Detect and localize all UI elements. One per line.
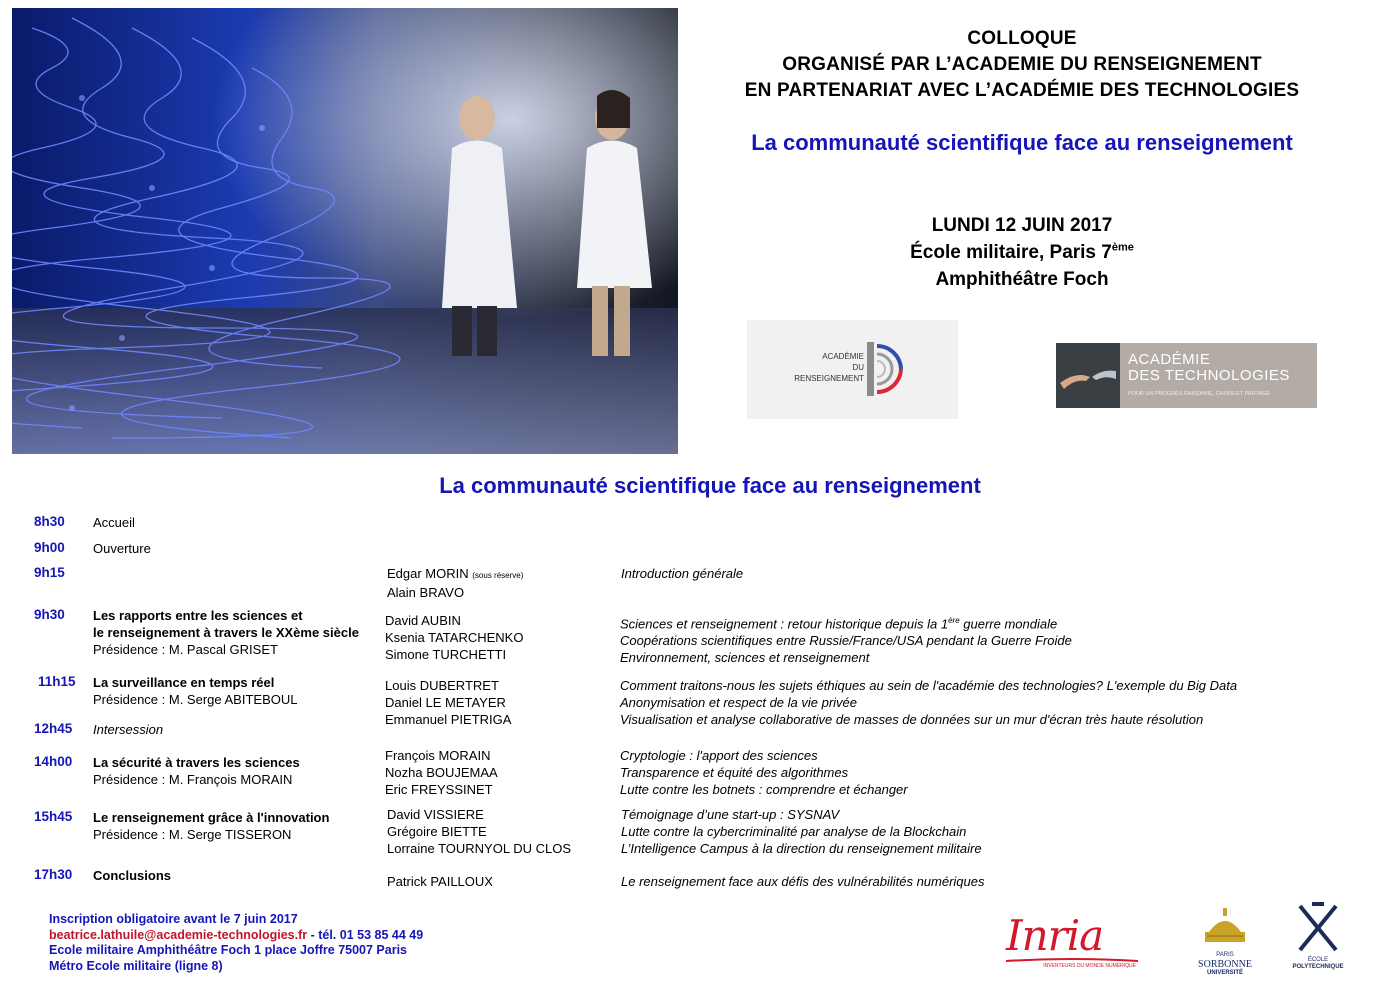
talk-title: Environnement, sciences et renseignement (620, 650, 870, 666)
inria-logo (1002, 911, 1142, 970)
session-time: 9h15 (34, 565, 65, 580)
metro-info: Métro Ecole militaire (ligne 8) (49, 958, 223, 973)
talk-title: Lutte contre la cybercriminalité par analyse de la Blockchain (621, 824, 967, 839)
speaker-list (385, 612, 523, 663)
logo-ar-line2: DU (852, 363, 864, 372)
session-title: Les rapports entre les sciences et (93, 608, 303, 623)
session-topic: Accueil (93, 515, 135, 530)
talk-title: Visualisation et analyse collaborative de masses de données sur un mur d'écran très haute résolution (620, 712, 1204, 727)
session-time: 8h30 (34, 514, 65, 529)
session-presidence: Présidence : M. Serge TISSERON (93, 827, 292, 842)
session-title: La surveillance en temps réel (93, 675, 275, 690)
talk-list (620, 747, 908, 798)
speaker: Nozha BOUJEMAA (385, 765, 498, 780)
speaker: Patrick PAILLOUX (387, 874, 493, 889)
sorbonne-line3: UNIVERSITÉ (1206, 970, 1243, 976)
talk-title: Comment traitons-nous les sujets éthiques au sein de l'académie des technologies? L'exemple du Big Data (620, 678, 1238, 693)
header-partner: EN PARTENARIAT AVEC L’ACADÉMIE DES TECHNOLOGIES (744, 80, 1300, 101)
session-title: Conclusions (93, 868, 172, 883)
programme-title: La communauté scientifique face au renseignement (439, 473, 981, 498)
inria-tagline: INVENTEURS DU MONDE NUMÉRIQUE (1043, 963, 1136, 969)
speaker: Ksenia TATARCHENKO (385, 630, 524, 645)
session-presidence: Présidence : M. François MORAIN (93, 772, 293, 787)
session-presidence: Présidence : M. Serge ABITEBOUL (93, 692, 298, 707)
place-superscript: ème (1111, 241, 1134, 254)
session-time: 11h15 (38, 674, 76, 689)
talk-list (620, 677, 1237, 728)
logo-ar-line1: ACADÉMIE (822, 352, 864, 361)
talk-title: Témoignage d’une start-up : SYSNAV (621, 807, 840, 822)
speaker: François MORAIN (385, 748, 491, 763)
talk-list (621, 806, 982, 857)
speaker: Louis DUBERTRET (385, 678, 499, 693)
talk-list (621, 873, 985, 890)
speaker: Lorraine TOURNYOL DU CLOS (387, 841, 571, 856)
speaker: David VISSIERE (387, 807, 484, 822)
talk-title: Lutte contre les botnets : comprendre et échanger (620, 782, 908, 797)
talk-title: Coopérations scientifiques entre Russie/France/USA pendant la Guerre Froide (620, 633, 1072, 649)
session-title: le renseignement à travers le XXème siècle (93, 625, 359, 640)
session-time: 17h30 (34, 867, 73, 882)
speaker-list (385, 747, 498, 798)
polytechnique-logo (1288, 900, 1348, 972)
speaker: Daniel LE METAYER (385, 695, 506, 710)
hands-image (1056, 343, 1120, 408)
event-info (690, 212, 1354, 293)
session-title: La sécurité à travers les sciences (93, 755, 300, 770)
venue-address: Ecole militaire Amphithéâtre Foch 1 place Joffre 75007 Paris (49, 943, 408, 957)
logo-at-line2: DES TECHNOLOGIES (1128, 367, 1290, 384)
speaker-list (387, 806, 571, 857)
logo-at-tagline: POUR UN PROGRÈS RAISONNÉ, CHOISI ET PARTAGÉ (1128, 391, 1271, 397)
session-title: Le renseignement grâce à l'innovation (93, 810, 330, 825)
speaker-list (387, 873, 493, 890)
talk-title: Sciences et renseignement : retour historique depuis la 1ère guerre mondiale (620, 616, 1058, 632)
session-topic: Intersession (93, 722, 164, 737)
session-presidence: Présidence : M. Pascal GRISET (93, 642, 278, 657)
speaker-note: (sous réserve) (472, 571, 524, 580)
session-block (93, 754, 300, 788)
speaker-list (387, 565, 523, 601)
talk-title: L’Intelligence Campus à la direction du renseignement militaire (621, 841, 982, 856)
speaker: Emmanuel PIETRIGA (385, 712, 512, 727)
session-time: 9h30 (34, 607, 65, 622)
header-organizer: ORGANISÉ PAR L’ACADEMIE DU RENSEIGNEMENT (782, 54, 1262, 75)
session-block (93, 607, 359, 658)
contact-email[interactable]: beatrice.lathuile@academie-technologies.fr (49, 927, 308, 942)
contact-line (49, 928, 423, 944)
talk-title: Anonymisation et respect de la vie privée (620, 695, 858, 710)
event-place: École militaire, Paris 7ème (910, 241, 1134, 263)
speaker: Simone TURCHETTI (385, 647, 507, 662)
talk-list (621, 565, 743, 582)
inria-wordmark: Inria (1006, 911, 1104, 960)
polytechnique-x-icon (1288, 900, 1348, 952)
session-time: 12h45 (34, 721, 73, 736)
session-block (93, 867, 171, 884)
session-time: 14h00 (34, 754, 73, 769)
speaker: Grégoire BIETTE (387, 824, 487, 839)
session-topic: Ouverture (93, 541, 151, 556)
logo-ar-line3: RENSEIGNEMENT (794, 374, 864, 383)
contact-phone: - tél. 01 53 85 44 49 (307, 927, 424, 942)
speaker: Edgar MORIN (sous réserve) (387, 566, 524, 581)
talk-title: Transparence et équité des algorithmes (620, 765, 849, 780)
academie-renseignement-logo (747, 320, 958, 419)
event-date: LUNDI 12 JUIN 2017 (931, 215, 1113, 236)
session-block (93, 809, 329, 843)
speaker-list (385, 677, 511, 728)
speaker: David AUBIN (385, 613, 461, 628)
polytechnique-line2: POLYTECHNIQUE (1292, 964, 1344, 970)
session-time: 9h00 (34, 540, 65, 555)
sorbonne-dome-icon (1185, 906, 1265, 946)
header-block (690, 26, 1354, 104)
sorbonne-logo (1185, 906, 1265, 976)
session-time: 15h45 (34, 809, 73, 824)
session-block (93, 674, 297, 708)
hero-photo (12, 8, 678, 454)
academie-renseignement-emblem (867, 340, 907, 398)
event-subtitle: La communauté scientifique face au renseignement (751, 130, 1293, 155)
sorbonne-line1: PARIS (1216, 952, 1234, 958)
academie-technologies-logo (1056, 343, 1317, 408)
header-colloque: COLLOQUE (967, 28, 1077, 49)
registration-deadline: Inscription obligatoire avant le 7 juin 2017 (49, 912, 298, 926)
talk-title: Le renseignement face aux défis des vulnérabilités numériques (621, 874, 985, 889)
talk-title: Cryptologie : l'apport des sciences (620, 748, 818, 763)
speaker: Eric FREYSSINET (385, 782, 493, 797)
polytechnique-line1: ÉCOLE (1307, 957, 1329, 963)
sorbonne-line2: SORBONNE (1198, 959, 1252, 970)
speaker: Alain BRAVO (387, 585, 465, 600)
talk-title: Introduction générale (621, 566, 744, 581)
logo-at-line1: ACADÉMIE (1128, 351, 1211, 368)
event-room: Amphithéâtre Foch (935, 269, 1109, 290)
talk-list (620, 612, 1072, 666)
registration-info (49, 912, 423, 974)
